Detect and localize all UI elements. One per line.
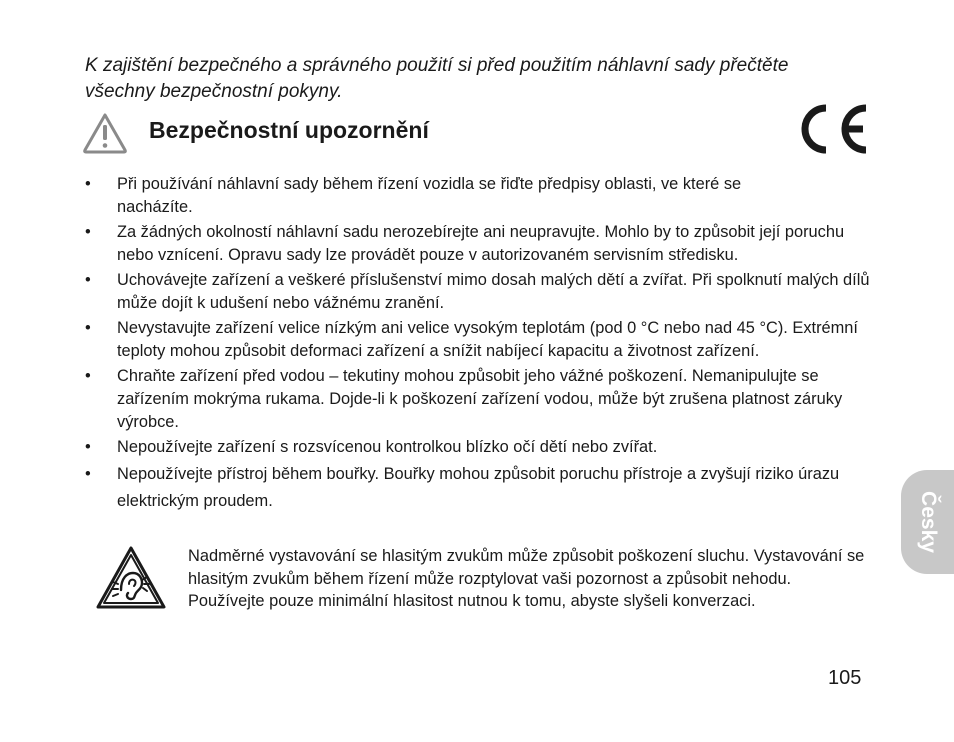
list-item-text: Uchovávejte zařízení a veškeré příslušenství mimo dosah malých dětí a zvířat. Při spolknutí malých dílů může dojít k udušení nebo vážnému zranění.: [117, 271, 870, 312]
list-item: [85, 365, 875, 434]
list-item-text: Za žádných okolností náhlavní sadu nerozebírejte ani neupravujte. Mohlo by to způsobit její poruchu nebo vznícení. Opravu sady lze provádět pouze v autorizovaném servisním středisku.: [117, 223, 845, 264]
list-item: [85, 269, 875, 315]
bullet-marker: •: [85, 175, 91, 193]
list-item-text: Nepoužívejte přístroj během bouřky. Bouřky mohou způsobit poruchu přístroje a zvyšují riziko úrazu elektrickým proudem.: [117, 465, 840, 510]
list-item: [85, 317, 875, 363]
hearing-warning-text: Nadměrné vystavování se hlasitým zvukům může způsobit poškození sluchu. Vystavování se hlasitým zvukům během řízení může rozptylovat vaši pozornost a způsobit nehodu. Používejte pouze minimální hlasitost nutnou k tomu, abyste slyšeli konverzaci.: [188, 547, 865, 610]
list-item: [85, 461, 875, 515]
hearing-damage-warning-icon: [96, 546, 166, 610]
list-item: [85, 436, 875, 459]
page-number: 105: [828, 667, 862, 689]
list-item-text: Nepoužívejte zařízení s rozsvícenou kontrolkou blízko očí dětí nebo zvířat.: [117, 438, 658, 456]
list-item-text: Chraňte zařízení před vodou – tekutiny mohou způsobit jeho vážné poškození. Nemanipulujte se zařízením mokrýma rukama. Dojde-li k poškození zařízení vodou, může být zrušena platnost záruky výrobce.: [117, 367, 843, 431]
list-item: [85, 173, 875, 219]
list-item-text: Nevystavujte zařízení velice nízkým ani velice vysokým teplotám (pod 0 °C nebo nad 45 °C). Extrémní teploty mohou způsobit deformaci zařízení a snížit nabíjecí kapacitu a životnost zařízení.: [117, 319, 858, 360]
bullet-marker: •: [85, 271, 91, 289]
bullet-marker: •: [85, 367, 91, 385]
safety-bullet-list: [85, 173, 875, 517]
list-item-text: Při používání náhlavní sady během řízení vozidla se řiďte předpisy oblasti, ve které se nacházíte.: [117, 175, 742, 216]
bullet-marker: •: [85, 465, 91, 483]
ce-mark-icon: [793, 100, 871, 158]
warning-triangle-icon: [82, 112, 128, 154]
list-item: [85, 221, 875, 267]
language-tab-label: Česky: [917, 491, 940, 553]
bullet-marker: •: [85, 223, 91, 241]
section-title: Bezpečnostní upozornění: [149, 117, 429, 143]
bullet-marker: •: [85, 319, 91, 337]
intro-text: K zajištění bezpečného a správného použití si před použitím náhlavní sady přečtěte všechny bezpečnostní pokyny.: [85, 55, 789, 102]
bullet-marker: •: [85, 438, 91, 456]
